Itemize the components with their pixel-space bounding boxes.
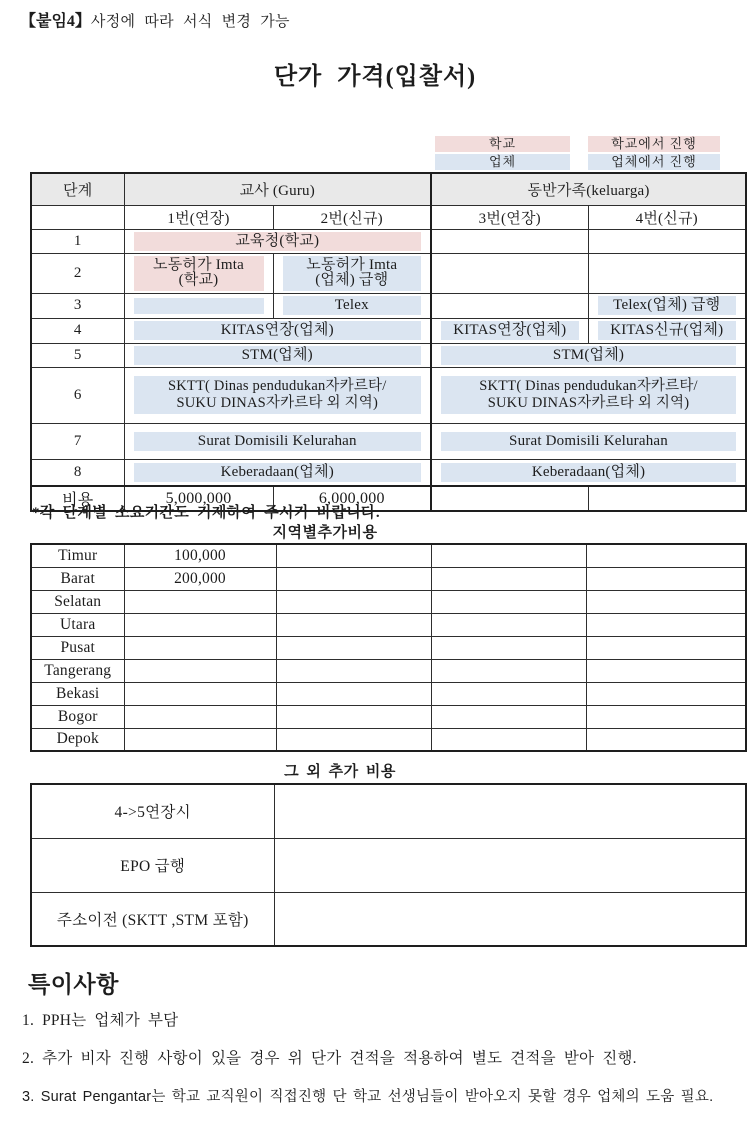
- cell-empty: [276, 590, 431, 613]
- task-badge-vendor: Telex: [283, 296, 422, 315]
- task-badge-vendor: Surat Domisili Kelurahan: [134, 432, 422, 451]
- cost-value-1: 5,000,000: [124, 486, 273, 511]
- cell-empty: [31, 205, 124, 229]
- region-row: [31, 728, 746, 751]
- cell-empty: [431, 636, 586, 659]
- stage-row-7: [31, 423, 746, 459]
- region-value: [124, 613, 276, 636]
- cell-empty: [431, 682, 586, 705]
- cell-teacher: [124, 423, 431, 459]
- region-table-title: 지역별추가비용: [272, 525, 378, 541]
- region-row: [31, 567, 746, 590]
- region-value: [124, 705, 276, 728]
- region-row: [31, 590, 746, 613]
- cell-teacher-2: [273, 253, 431, 293]
- cell-empty: [431, 544, 586, 567]
- cell-empty: [431, 659, 586, 682]
- cell-empty: [431, 229, 588, 253]
- region-row: [31, 659, 746, 682]
- region-value: [124, 659, 276, 682]
- region-row: [31, 544, 746, 567]
- region-value: [124, 636, 276, 659]
- region-value: [124, 590, 276, 613]
- header-teacher: 교사 (Guru): [124, 173, 431, 205]
- extra-row: [31, 838, 746, 892]
- region-name: Pusat: [31, 636, 124, 659]
- stage-no: 7: [31, 423, 124, 459]
- cost-value-4: [588, 486, 746, 511]
- stage-row-3: [31, 293, 746, 318]
- cost-label: 비용: [31, 486, 124, 511]
- stage-row-1: [31, 229, 746, 253]
- region-row: [31, 705, 746, 728]
- cell-empty: [276, 636, 431, 659]
- extra-label: 4->5연장시: [31, 784, 274, 838]
- main-table: [30, 172, 747, 512]
- legend-vendor: 업체: [435, 154, 570, 170]
- region-row: [31, 682, 746, 705]
- stage-no: 6: [31, 367, 124, 423]
- cell-empty: [586, 613, 746, 636]
- task-badge-vendor: KITAS연장(업체): [134, 321, 422, 340]
- stage-no: 5: [31, 343, 124, 367]
- region-value: 200,000: [124, 567, 276, 590]
- cell-teacher: [124, 318, 431, 343]
- cell-teacher: [124, 367, 431, 423]
- cell-family-4: [588, 293, 746, 318]
- cell-family: [431, 343, 746, 367]
- region-name: Barat: [31, 567, 124, 590]
- legend-school-process: 학교에서 진행: [588, 136, 720, 152]
- legend-school: 학교: [435, 136, 570, 152]
- region-name: Depok: [31, 728, 124, 751]
- extra-value: [274, 838, 746, 892]
- stage-no: 3: [31, 293, 124, 318]
- cell-empty: [586, 659, 746, 682]
- header-family: 동반가족(keluarga): [431, 173, 746, 205]
- cell-teacher-1: [124, 253, 273, 293]
- extra-value: [274, 784, 746, 838]
- cell-teacher: [124, 459, 431, 486]
- task-badge-vendor: KITAS신규(업체): [598, 321, 737, 340]
- cost-value-3: [431, 486, 588, 511]
- region-name: Tangerang: [31, 659, 124, 682]
- task-badge-school: 교육청(학교): [134, 232, 422, 251]
- cost-value-2: 6,000,000: [273, 486, 431, 511]
- task-badge-vendor: Telex(업체) 급행: [598, 296, 737, 315]
- region-value: 100,000: [124, 544, 276, 567]
- header-col3: 3번(연장): [431, 205, 588, 229]
- cell-empty: [276, 544, 431, 567]
- task-badge-vendor: KITAS연장(업체): [441, 321, 579, 340]
- cell-teacher: [124, 229, 431, 253]
- task-badge-vendor: SKTT( Dinas pendudukan자카르타/ SUKU DINAS자카르타 외 지역): [441, 376, 736, 414]
- cell-empty: [586, 590, 746, 613]
- attachment-note: [20, 8, 290, 31]
- cell-empty: [276, 567, 431, 590]
- cell-empty: [586, 567, 746, 590]
- cell-empty: [431, 567, 586, 590]
- extra-table-title: 그 외 추가 비용: [284, 764, 396, 780]
- stage-row-2: [31, 253, 746, 293]
- task-badge-vendor: STM(업체): [441, 346, 736, 365]
- task-badge-school: 노동허가 Imta (학교): [134, 256, 264, 291]
- cell-empty: [586, 636, 746, 659]
- cell-empty: [431, 728, 586, 751]
- cell-family: [431, 459, 746, 486]
- cell-empty: [276, 613, 431, 636]
- attachment-note-text: 사정에 따라 서식 변경 가능: [90, 14, 290, 30]
- notes-heading: 특이사항: [28, 971, 119, 997]
- stage-no: 1: [31, 229, 124, 253]
- cell-empty: [276, 705, 431, 728]
- page-title: 단가 가격(입찰서): [273, 64, 477, 90]
- cell-teacher-2: [273, 293, 431, 318]
- stage-no: 4: [31, 318, 124, 343]
- main-subheader-row: [31, 205, 746, 229]
- cell-teacher: [124, 343, 431, 367]
- cell-empty: [431, 705, 586, 728]
- cell-family-4: [588, 318, 746, 343]
- region-row: [31, 613, 746, 636]
- cell-teacher-1: [124, 293, 273, 318]
- note-item-3: 3. Surat Pengantar는 학교 교직원이 직접진행 단 학교 선생님들이 받아오지 못할 경우 업체의 도움 필요.: [22, 1089, 714, 1105]
- cell-empty: [431, 293, 588, 318]
- cell-empty: [586, 544, 746, 567]
- region-value: [124, 728, 276, 751]
- note-item-1: 1. PPH는 업체가 부담: [22, 1012, 179, 1029]
- cell-empty: [431, 613, 586, 636]
- header-col2: 2번(신규): [273, 205, 431, 229]
- task-badge-vendor: SKTT( Dinas pendudukan자카르타/ SUKU DINAS자카르타 외 지역): [134, 376, 422, 414]
- cell-family-3: [431, 318, 588, 343]
- header-col4: 4번(신규): [588, 205, 746, 229]
- cell-empty: [588, 253, 746, 293]
- region-name: Timur: [31, 544, 124, 567]
- note-item-2: 2. 추가 비자 진행 사항이 있을 경우 위 단가 견적을 적용하여 별도 견적을 받아 진행.: [22, 1050, 637, 1067]
- cell-empty: [586, 682, 746, 705]
- attachment-tag: 【붙임4】: [20, 13, 91, 30]
- task-badge-vendor-blank: [134, 298, 264, 314]
- main-header-row: [31, 173, 746, 205]
- stage-row-4: [31, 318, 746, 343]
- region-name: Selatan: [31, 590, 124, 613]
- cell-empty: [431, 590, 586, 613]
- stage-row-8: [31, 459, 746, 486]
- task-badge-vendor: Keberadaan(업체): [134, 463, 422, 482]
- stage-row-5: [31, 343, 746, 367]
- cell-empty: [276, 659, 431, 682]
- header-stage: 단계: [31, 173, 124, 205]
- cell-empty: [586, 705, 746, 728]
- cell-family: [431, 423, 746, 459]
- extra-value: [274, 892, 746, 946]
- cell-empty: [588, 229, 746, 253]
- stage-no: 2: [31, 253, 124, 293]
- task-badge-vendor: 노동허가 Imta (업체) 급행: [283, 256, 422, 291]
- extra-label: 주소이전 (SKTT ,STM 포함): [31, 892, 274, 946]
- cell-empty: [276, 728, 431, 751]
- cell-family: [431, 367, 746, 423]
- extra-label: EPO 급행: [31, 838, 274, 892]
- extra-row: [31, 784, 746, 838]
- task-badge-vendor: Surat Domisili Kelurahan: [441, 432, 736, 451]
- region-name: Bekasi: [31, 682, 124, 705]
- region-row: [31, 636, 746, 659]
- task-badge-vendor: Keberadaan(업체): [441, 463, 736, 482]
- region-name: Bogor: [31, 705, 124, 728]
- legend-vendor-process: 업체에서 진행: [588, 154, 720, 170]
- region-value: [124, 682, 276, 705]
- task-badge-vendor: STM(업체): [134, 346, 422, 365]
- region-name: Utara: [31, 613, 124, 636]
- stage-no: 8: [31, 459, 124, 486]
- footnote: *각 단계별 소요기간도 기재하여 주시기 바랍니다.: [32, 505, 380, 521]
- stage-row-6: [31, 367, 746, 423]
- extra-cost-table: [30, 783, 747, 947]
- region-table: [30, 543, 747, 752]
- cell-empty: [586, 728, 746, 751]
- header-col1: 1번(연장): [124, 205, 273, 229]
- cell-empty: [431, 253, 588, 293]
- extra-row: [31, 892, 746, 946]
- cell-empty: [276, 682, 431, 705]
